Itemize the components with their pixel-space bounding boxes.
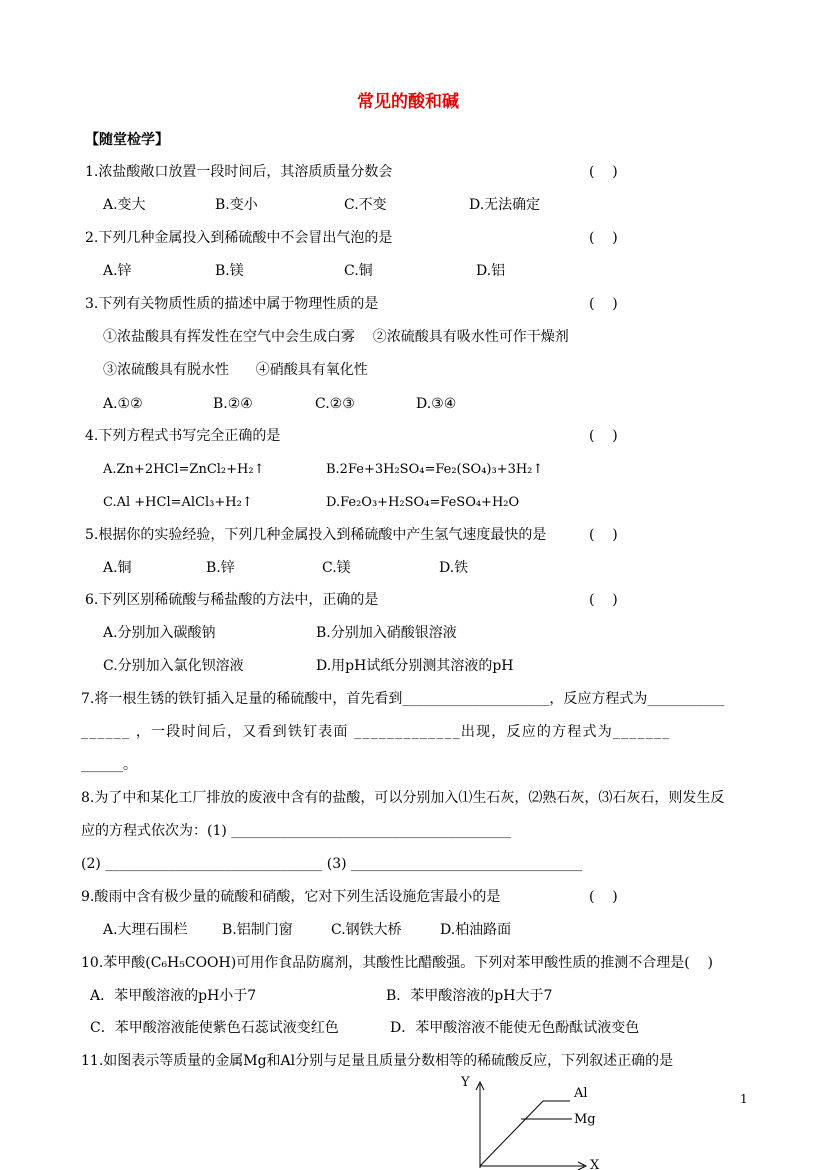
q7-line3[interactable]: ______。 — [81, 757, 137, 773]
q5-answer-paren[interactable]: ( ) — [589, 527, 618, 543]
q4-option-c[interactable]: C.Al +HCl=AlCl₃+H₂↑ — [103, 495, 253, 510]
q5-stem: 5.根据你的实验经验，下列几种金属投入到稀硫酸中产生氢气速度最快的是 — [85, 527, 547, 543]
q10-option-d[interactable]: D．苯甲酸溶液不能使无色酚酞试液变色 — [390, 1020, 640, 1036]
q9-option-d[interactable]: D.柏油路面 — [440, 922, 512, 938]
q5-option-a[interactable]: A.铜 — [103, 560, 132, 576]
q4-answer-paren[interactable]: ( ) — [589, 428, 618, 444]
q5-option-c[interactable]: C.镁 — [322, 560, 351, 576]
q1-option-a[interactable]: A.变大 — [103, 197, 146, 213]
q10-option-a[interactable]: A．苯甲酸溶液的pH小于7 — [90, 988, 257, 1004]
q6-option-d[interactable]: D.用pH试纸分别测其溶液的pH — [316, 658, 514, 674]
q2-option-d[interactable]: D.铝 — [476, 263, 506, 279]
q1-option-d[interactable]: D.无法确定 — [469, 197, 541, 213]
q9-answer-paren[interactable]: ( ) — [589, 889, 618, 905]
q2-option-a[interactable]: A.锌 — [103, 263, 132, 279]
q6-option-b[interactable]: B.分别加入硝酸银溶液 — [316, 625, 457, 641]
q1-answer-paren[interactable]: ( ) — [589, 164, 618, 180]
q10-option-b[interactable]: B．苯甲酸溶液的pH大于7 — [386, 988, 553, 1004]
q11-graph — [450, 1070, 610, 1170]
q11-graph-x-label: X — [590, 1158, 600, 1170]
q11-graph-al-line — [480, 1101, 570, 1166]
q3-stem: 3.下列有关物质性质的描述中属于物理性质的是 — [85, 296, 379, 312]
q10-stem: 10.苯甲酸(C₆H₅COOH)可用作食品防腐剂，其酸性比醋酸强。下列对苯甲酸性质的推测不合理是( ) — [81, 955, 713, 971]
q4-stem: 4.下列方程式书写完全正确的是 — [85, 428, 281, 444]
q2-option-c[interactable]: C.铜 — [344, 263, 373, 279]
section-heading: 【随堂检学】 — [85, 132, 169, 148]
q1-stem: 1.浓盐酸敞口放置一段时间后，其溶质质量分数会 — [85, 164, 393, 180]
q2-answer-paren[interactable]: ( ) — [589, 230, 618, 246]
q5-option-b[interactable]: B.锌 — [206, 560, 235, 576]
q3-statement-line1: ①浓盐酸具有挥发性在空气中会生成白雾 ②浓硫酸具有吸水性可作干燥剂 — [103, 329, 569, 345]
page-number: 1 — [740, 1092, 748, 1106]
q11-graph-al-label: Al — [574, 1086, 588, 1101]
q8-line2[interactable]: 应的方程式依次为：(1) ________________________________________ — [81, 823, 512, 839]
q4-option-a[interactable]: A.Zn+2HCl=ZnCl₂+H₂↑ — [103, 462, 265, 477]
q6-option-c[interactable]: C.分别加入氯化钡溶液 — [103, 658, 244, 674]
q7-line1[interactable]: 7.将一根生锈的铁钉插入足量的稀硫酸中，首先看到_____________________，反应方程式为___________ — [81, 691, 725, 707]
q3-option-a[interactable]: A.①② — [103, 396, 143, 412]
q3-statement-line2: ③浓硫酸具有脱水性 ④硝酸具有氧化性 — [103, 362, 368, 378]
q6-option-a[interactable]: A.分别加入碳酸钠 — [103, 625, 216, 641]
q6-answer-paren[interactable]: ( ) — [589, 592, 618, 608]
q9-option-b[interactable]: B.铝制门窗 — [222, 922, 293, 938]
q2-stem: 2.下列几种金属投入到稀硫酸中不会冒出气泡的是 — [85, 230, 393, 246]
q3-option-c[interactable]: C.②③ — [315, 396, 355, 412]
q6-stem: 6.下列区别稀硫酸与稀盐酸的方法中，正确的是 — [85, 592, 379, 608]
q9-stem: 9.酸雨中含有极少量的硫酸和硝酸，它对下列生活设施危害最小的是 — [81, 889, 501, 905]
q10-option-c[interactable]: C．苯甲酸溶液能使紫色石蕊试液变红色 — [90, 1020, 339, 1036]
q3-option-b[interactable]: B.②④ — [213, 396, 253, 412]
q2-option-b[interactable]: B.镁 — [215, 263, 244, 279]
q1-option-b[interactable]: B.变小 — [215, 197, 258, 213]
q11-graph-y-label: Y — [461, 1075, 470, 1090]
q5-option-d[interactable]: D.铁 — [439, 560, 469, 576]
q7-line2[interactable]: ______ ，一段时间后，又看到铁钉表面 _____________出现，反应的方程式为_______ — [81, 724, 671, 740]
page-title: 常见的酸和碱 — [357, 92, 459, 112]
q9-option-c[interactable]: C.钢铁大桥 — [331, 922, 402, 938]
q8-line3[interactable]: (2) _______________________________ (3) _________________________________ — [81, 856, 583, 872]
q3-answer-paren[interactable]: ( ) — [589, 296, 618, 312]
q4-option-d[interactable]: D.Fe₂O₃+H₂SO₄=FeSO₄+H₂O — [326, 495, 520, 510]
q4-option-b[interactable]: B.2Fe+3H₂SO₄=Fe₂(SO₄)₃+3H₂↑ — [326, 462, 544, 477]
q8-line1: 8.为了中和某化工厂排放的废液中含有的盐酸，可以分别加入⑴生石灰，⑵熟石灰，⑶石灰石，则发生反 — [81, 790, 725, 806]
q11-graph-mg-label: Mg — [574, 1112, 596, 1127]
q11-stem: 11.如图表示等质量的金属Mg和Al分别与足量且质量分数相等的稀硫酸反应，下列叙述正确的是 — [81, 1053, 674, 1069]
q9-option-a[interactable]: A.大理石围栏 — [103, 922, 188, 938]
q1-option-c[interactable]: C.不变 — [344, 197, 387, 213]
q3-option-d[interactable]: D.③④ — [416, 396, 457, 412]
